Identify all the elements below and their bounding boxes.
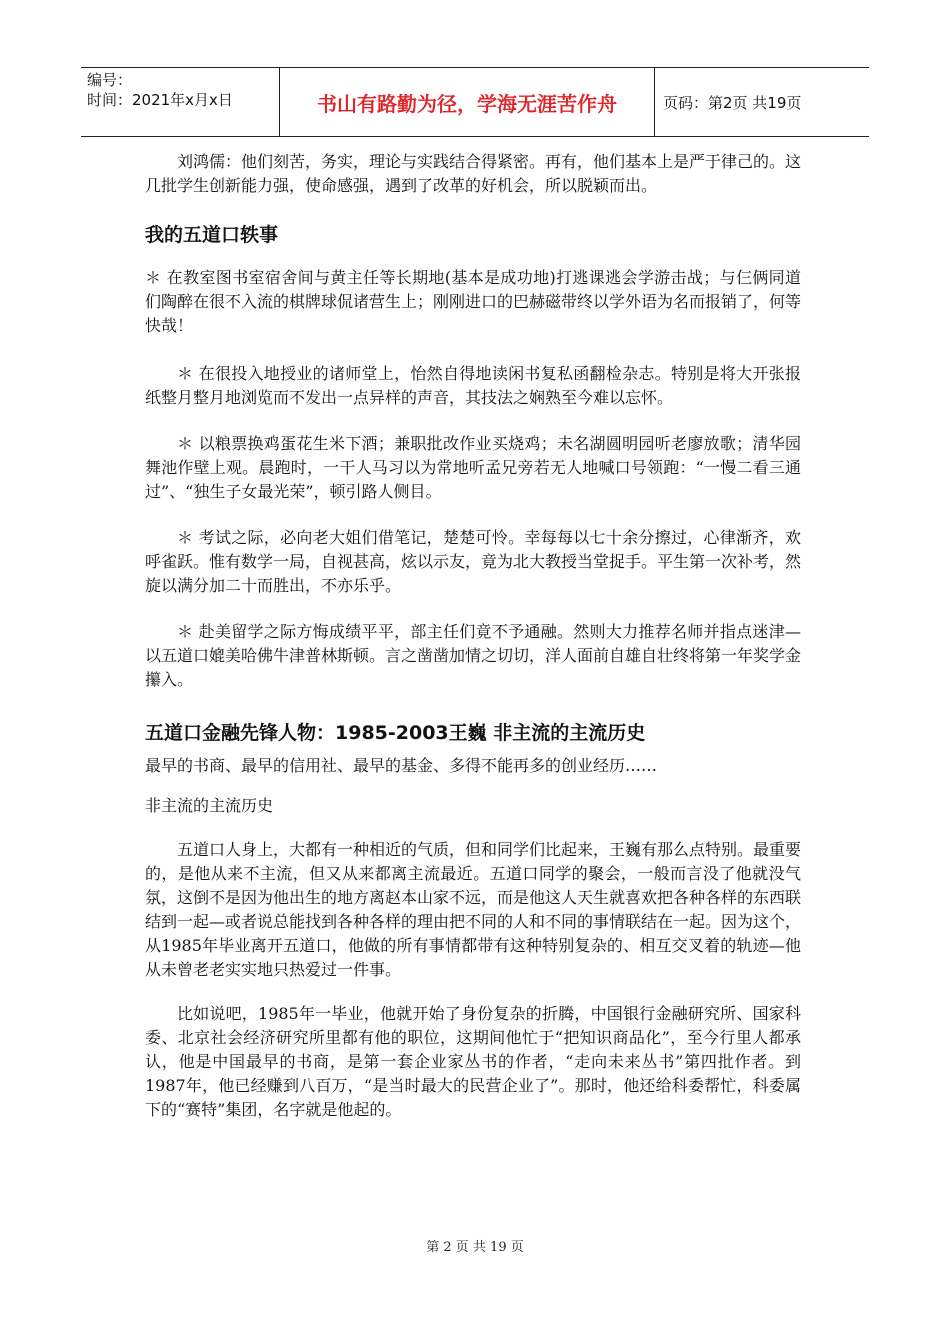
document-body [145,150,801,1122]
anecdote-item-3: ＊ 以粮票换鸡蛋花生米下酒；兼职批改作业买烧鸡；未名湖圆明园听老廖放歌；清华园舞池作壁上观。晨跑时，一干人马习以为常地听孟兄旁若无人地喊口号领跑：“一慢二看三通过”、“独生子女最光荣”，顿引路人侧目。 [145,434,801,501]
page-footer: 第 2 页 共 19 页 [426,1240,524,1255]
anecdote-item-4: ＊ 考试之际，必向老大姐们借笔记，楚楚可怜。幸每每以七十余分擦过，心律渐齐，欢呼雀跃。惟有数学一局，自视甚高，炫以示友，竟为北大教授当堂捉手。平生第一次补考，然旋以满分加二十而胜出，不亦乐乎。 [145,528,802,595]
body-paragraph-2: 比如说吧，1985年一毕业，他就开始了身份复杂的折腾，中国银行金融研究所、国家科委、北京社会经济研究所里都有他的职位，这期间他忙于“把知识商品化”，至今行里人都承认，他是中国最早的书商，是第一套企业家丛书的作者，“走向未来丛书”第四批作者。到1987年，他已经赚到八百万，“是当时最大的民营企业了”。那时，他还给科委帮忙，科委属下的“赛特”集团，名字就是他起的。 [145,1004,801,1119]
header-page-label: 页码：第2页 共19页 [663,93,802,112]
header-motto: 书山有路勤为径，学海无涯苦作舟 [280,68,655,136]
body-paragraph-1: 五道口人身上，大都有一种相近的气质，但和同学们比起来，王巍有那么点特别。最重要的，是他从来不主流，但又从来都离主流最近。五道口同学的聚会，一般而言没了他就没气氛，这倒不是因为他出生的地方离赵本山家不远，而是他这人天生就喜欢把各种各样的东西联结到一起—或者说总能找到各种各样的理由把不同的人和不同的事情联结在一起。因为这个，从1985年毕业离开五道口，他做的所有事情都带有这种特别复杂的、相互交叉着的轨迹—他从未曾老老实实地只热爱过一件事。 [145,840,802,979]
time-label: 时间：2021年x月x日 [87,91,233,109]
pioneer-subtitle: 最早的书商、最早的信用社、最早的基金、多得不能再多的创业经历…… [145,756,658,775]
page-header [81,67,869,137]
intro-paragraph: 刘鸿儒：他们刻苦，务实，理论与实践结合得紧密。再有，他们基本上是严于律己的。这几批学生创新能力强，使命感强，遇到了改革的好机会，所以脱颖而出。 [145,152,802,195]
section-title: 非主流的主流历史 [145,796,274,815]
anecdote-item-5: ＊ 赴美留学之际方悔成绩平平，部主任们竟不予通融。然则大力推荐名师并指点迷津—以五道口媲美哈佛牛津普林斯顿。言之凿凿加情之切切，洋人面前自雄自壮终将第一年奖学金攥入。 [145,622,802,689]
number-label: 编号： [87,71,133,89]
section-heading-anecdotes: 我的五道口轶事 [145,224,279,246]
section-heading-pioneer: 五道口金融先锋人物：1985-2003王巍 非主流的主流历史 [145,722,646,744]
anecdote-item-1: ＊ 在教室图书室宿舍间与黄主任等长期地(基本是成功地)打逃课逃会学游击战；与仨俩同道们陶醉在很不入流的棋牌球侃诸营生上；刚刚进口的巴赫磁带终以学外语为名而报销了，何等快哉！ [145,268,802,335]
header-meta [81,68,280,136]
anecdote-item-2: ＊ 在很投入地授业的诸师堂上，怡然自得地读闲书复私函翻检杂志。特别是将大开张报纸整月整月地浏览而不发出一点异样的声音，其技法之娴熟至今难以忘怀。 [145,364,801,407]
